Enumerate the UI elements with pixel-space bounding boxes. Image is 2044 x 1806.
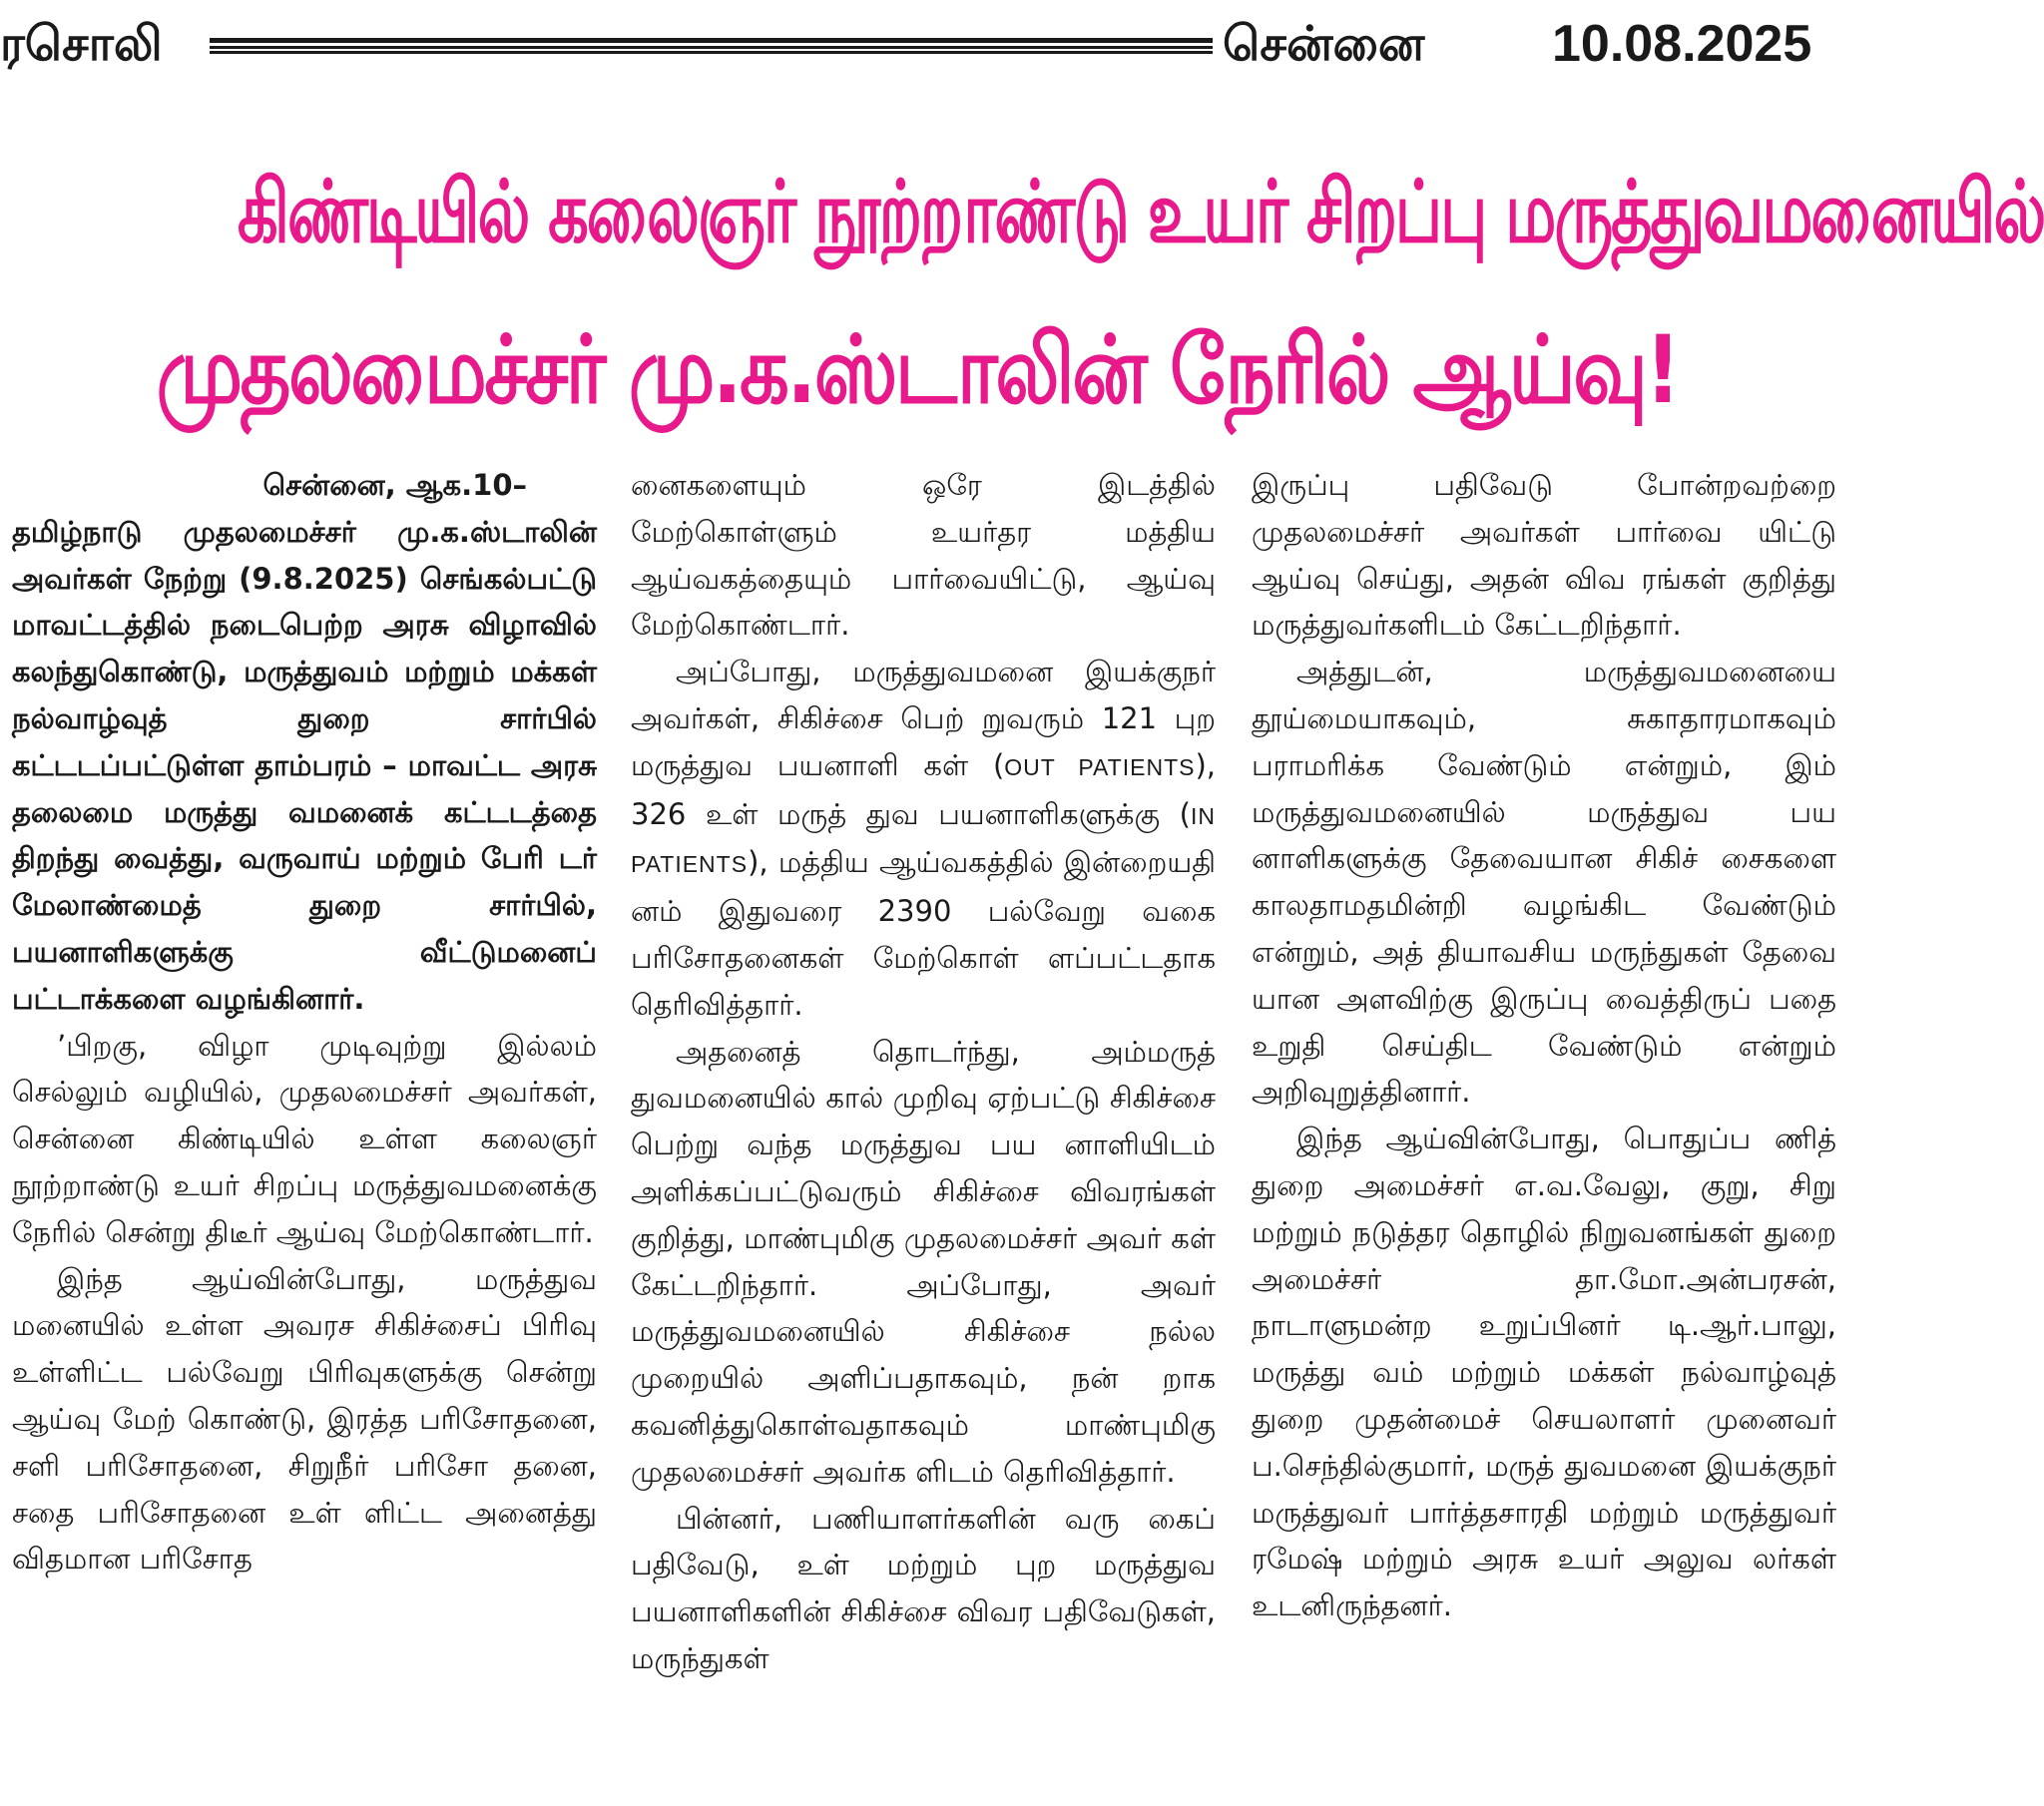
paragraph: அதனைத் தொடர்ந்து, அம்மருத் துவமனையில் கால் முறிவு ஏற்பட்டு சிகிச்சை பெற்று வந்த மருத்துவ பய னாளியிடம் அளிக்கப்பட்டுவரும் சிகிச்சை விவரங்கள் குறித்து, மாண்புமிகு முதலமைச்சர் அவர் கள் கேட்டறிந்தார். அப்போது, அவர் மருத்துவமனையில் சிகிச்சை நல்ல முறையில் அளிப்பதாகவும், நன் றாக கவனித்துகொள்வதாகவும் மாண்புமிகு முதலமைச்சர் அவர்க ளிடம் தெரிவித்தார். [631, 1034, 1216, 1489]
lead-paragraph [12, 462, 597, 1023]
newspaper-name: ரசொலி [0, 16, 163, 72]
masthead [0, 0, 1834, 105]
in-patients-term: IN PATIENTS [631, 802, 1216, 878]
headline-line-2: முதலமைச்சர் மு.க.ஸ்டாலின் நேரில் ஆய்வு! [156, 316, 1679, 425]
paragraph: அத்துடன், மருத்துவமனையை தூய்மையாகவும், சுகாதாரமாகவும் பராமரிக்க வேண்டும் என்றும், இம் மருத்துவமனையில் மருத்துவ பய னாளிகளுக்கு தேவையான சிகிச் சைகளை காலதாமதமின்றி வழங்கிட வேண்டும் என்றும், அத் தியாவசிய மருந்துகள் தேவை யான அளவிற்கு இருப்பு வைத்திருப் பதை உறுதி செய்திட வேண்டும் என்றும் அறிவுறுத்தினார். [1252, 655, 1836, 1110]
article-column-2 [631, 462, 1216, 1794]
dateline-city: சென்னை [1223, 16, 1425, 72]
paragraph: இந்த ஆய்வின்போது, மருத்துவ மனையில் உள்ள அவரச சிகிச்சைப் பிரிவு உள்ளிட்ட பல்வேறு பிரிவுகளுக்கு சென்று ஆய்வு மேற் கொண்டு, இரத்த பரிசோதனை, சளி பரிசோதனை, சிறுநீர் பரிசோ தனை, சதை பரிசோதனை உள் ளிட்ட அனைத்து விதமான பரிசோத [12, 1261, 597, 1577]
paragraph: பின்னர், பணியாளர்களின் வரு கைப் பதிவேடு, உள் மற்றும் புற மருத்துவ பயனாளிகளின் சிகிச்சை விவர பதிவேடுகள், மருந்துகள் [631, 1501, 1216, 1675]
paragraph: னைகளையும் ஒரே இடத்தில் மேற்கொள்ளும் உயர்தர மத்திய ஆய்வகத்தையும் பார்வையிட்டு, ஆய்வு மேற்கொண்டார். [631, 468, 1216, 643]
masthead-rule [210, 38, 1213, 54]
paragraph: இருப்பு பதிவேடு போன்றவற்றை முதலமைச்சர் அவர்கள் பார்வை யிட்டு ஆய்வு செய்து, அதன் விவ ரங்கள் குறித்து மருத்துவர்களிடம் கேட்டறிந்தார். [1252, 468, 1836, 643]
article-dateline: சென்னை, ஆக.10– [262, 468, 527, 502]
headline-line-1: கிண்டியில் கலைஞர் நூற்றாண்டு உயர் சிறப்பு மருத்துவமனையில் [237, 163, 2044, 262]
article-column-3 [1252, 462, 1836, 1794]
text-run: ), 326 உள் மருத் துவ பயனாளிகளுக்கு ( [631, 747, 1217, 831]
text-run: ), மத்திய ஆய்வகத்தில் இன்றையதி னம் இதுவரை 2390 பல்வேறு வகை பரிசோதனைகள் மேற்கொள் ளப்பட்டதாக தெரிவித்தார். [631, 845, 1216, 1022]
out-patients-term: OUT PATIENTS [1004, 753, 1196, 780]
issue-date: 10.08.2025 [1552, 15, 1812, 73]
paragraph [631, 649, 1216, 1028]
lead-text: தமிழ்நாடு முதலமைச்சர் மு.க.ஸ்டாலின் அவர்கள் நேற்று (9.8.2025) செங்கல்பட்டு மாவட்டத்தில் நடைபெற்ற அரசு விழாவில் கலந்துகொண்டு, மருத்துவம் மற்றும் மக்கள் நல்வாழ்வுத் துறை சார்பில் கட்டடப்பட்டுள்ள தாம்பரம் – மாவட்ட அரசு தலைமை மருத்து வமனைக் கட்டடத்தை திறந்து வைத்து, வருவாய் மற்றும் பேரி டர் மேலாண்மைத் துறை சார்பில், பயனாளிகளுக்கு வீட்டுமனைப் பட்டாக்களை வழங்கினார். [12, 514, 597, 1016]
article-column-1 [12, 462, 597, 1794]
text-run: அப்போது, மருத்துவமனை இயக்குநர் அவர்கள், சிகிச்சை பெற் றுவரும் 121 புற மருத்துவ பயனாளி கள் ( [631, 655, 1216, 782]
paragraph: இந்த ஆய்வின்போது, பொதுப்ப ணித் துறை அமைச்சர் எ.வ.வேலு, குறு, சிறு மற்றும் நடுத்தர தொழில் நிறுவனங்கள் துறை அமைச்சர் தா.மோ.அன்பரசன், நாடாளுமன்ற உறுப்பினர் டி.ஆர்.பாலு, மருத்து வம் மற்றும் மக்கள் நல்வாழ்வுத் துறை முதன்மைச் செயலாளர் முனைவர் ப.செந்தில்குமார், மருத் துவமனை இயக்குநர் மருத்துவர் பார்த்தசாரதி மற்றும் மருத்துவர் ரமேஷ் மற்றும் அரசு உயர் அலுவ லர்கள் உடனிருந்தனர். [1252, 1122, 1836, 1623]
paragraph: ’பிறகு, விழா முடிவுற்று இல்லம் செல்லும் வழியில், முதலமைச்சர் அவர்கள், சென்னை கிண்டியில் உள்ள கலைஞர் நூற்றாண்டு உயர் சிறப்பு மருத்துவமனைக்கு நேரில் சென்று திடீர் ஆய்வு மேற்கொண்டார். [12, 1028, 597, 1249]
